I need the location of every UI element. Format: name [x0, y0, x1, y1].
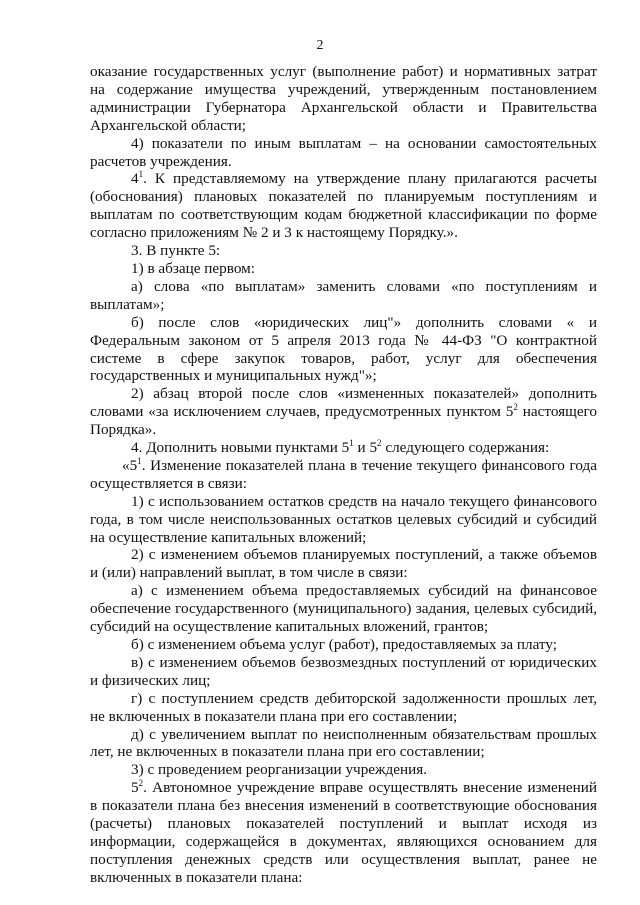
paragraph: $5^2$. Автономное учреждение вправе осуществлять внесение изменений в показатели плана без внесения изменений в соответствующие обоснования (расчеты) плановых показателей поступлений и выплат исходя из информации, содержащейся в документах, являющихся основанием для поступления денежных средств или осуществления выплат, ранее не включенных в показатели плана: — [90, 778, 597, 886]
paragraph: 2) с изменением объемов планируемых поступлений, а также объемов и (или) направлений выплат, в том числе в связи: — [90, 546, 597, 582]
paragraph: 1) в абзаце первом: — [131, 259, 255, 277]
paragraph: 1) с использованием остатков средств на начало текущего финансового года, в том числе неиспользованных остатков целевых субсидий и субсидий на осуществление капитальных вложений; — [90, 492, 597, 546]
paragraph: оказание государственных услуг (выполнение работ) и нормативных затрат на содержание имущества учреждений, утвержденным постановлением администрации Губернатора Архангельской области и Правительства Архангельской области; — [90, 63, 597, 134]
paragraph: в) с изменением объемов безвозмездных поступлений от юридических и физических лиц; — [90, 653, 597, 689]
paragraph: 3. В пункте 5: — [131, 242, 221, 260]
document-body — [90, 63, 597, 887]
paragraph: 4) показатели по иным выплатам – на основании самостоятельных расчетов учреждения. — [90, 134, 597, 170]
paragraph: б) после слов «юридических лиц"» дополнить словами « и Федеральным законом от 5 апреля 2013 года № 44-ФЗ "О контрактной системе в сфере закупок товаров, работ, услуг для обеспечения государственных и муниципальных нужд"»; — [90, 313, 597, 385]
paragraph: $4^1$. К представляемому на утверждение плану прилагаются расчеты (обоснования) плановых показателей по планируемым поступлениям и выплатам по соответствующим кодам бюджетной классификации по форме согласно приложениям № 2 и 3 к настоящему Порядку.». — [90, 169, 597, 242]
paragraph: д) с увеличением выплат по неисполненным обязательствам прошлых лет, не включенных в показатели плана при его составлении; — [90, 725, 597, 761]
paragraph: г) с поступлением средств дебиторской задолженности прошлых лет, не включенных в показатели плана при его составлении; — [90, 689, 597, 725]
paragraph: 2) абзац второй после слов «измененных показателей» дополнить словами «за исключением случаев, предусмотренных пунктом $5^2$ настоящего Порядка». — [90, 385, 598, 439]
paragraph: 3) с проведением реорганизации учреждения. — [131, 761, 428, 779]
paragraph: 4. Дополнить новыми пунктами $5^1$ и $5^2$ следующего содержания: — [131, 438, 550, 457]
paragraph: а) слова «по выплатам» заменить словами «по поступлениям и выплатам»; — [90, 277, 597, 313]
paragraph: «$5^1$. Изменение показателей плана в течение текущего финансового года осуществляется в связи: — [90, 455, 597, 492]
paragraph: а) с изменением объема предоставляемых субсидий на финансовое обеспечение государственного (муниципального) задания, целевых субсидий, субсидий на осуществление капитальных вложений, грантов; — [90, 582, 597, 636]
page-number: 2 — [316, 38, 324, 53]
paragraph: б) с изменением объема услуг (работ), предоставляемых за плату; — [131, 636, 557, 653]
